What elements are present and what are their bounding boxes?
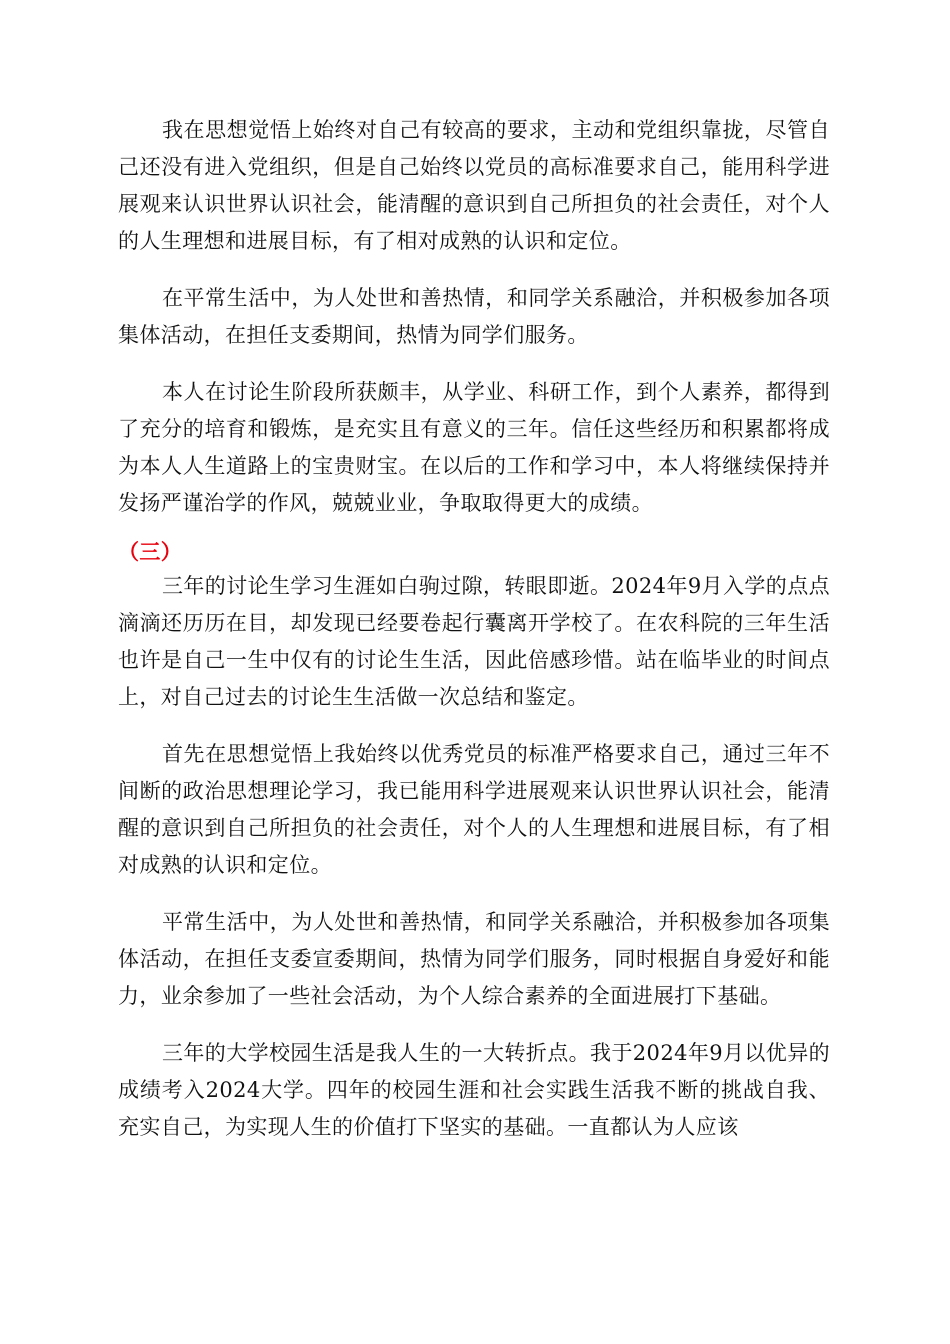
document-body	[118, 112, 830, 1166]
paragraph-political-study: 首先在思想觉悟上我始终以优秀党员的标准严格要求自己，通过三年不间断的政治思想理论学习，我已能用科学进展观来认识世界认识社会，能清醒的意识到自己所担负的社会责任，对个人的人生理想和进展目标，有了相对成熟的认识和定位。	[118, 742, 830, 877]
section-heading-three: （三）	[118, 540, 183, 564]
paragraph-social-activities: 平常生活中，为人处世和善热情，和同学关系融洽，并积极参加各项集体活动，在担任支委宣委期间，热情为同学们服务，同时根据自身爱好和能力，业余参加了一些社会活动，为个人综合素养的全面进展打下基础。	[118, 910, 830, 1008]
paragraph-university-life: 三年的大学校园生活是我人生的一大转折点。我于2024年9月以优异的成绩考入2024大学。四年的校园生涯和社会实践生活我不断的挑战自我、充实自己，为实现人生的价值打下坚实的基础。一直都认为人应该	[118, 1041, 831, 1139]
paragraph-summary: 本人在讨论生阶段所获颇丰，从学业、科研工作，到个人素养，都得到了充分的培育和锻炼，是充实且有意义的三年。信任这些经历和积累都将成为本人人生道路上的宝贵财宝。在以后的工作和学习中，本人将继续保持并发扬严谨治学的作风，兢兢业业，争取取得更大的成绩。	[118, 380, 830, 515]
paragraph-daily-life: 在平常生活中，为人处世和善热情，和同学关系融洽，并积极参加各项集体活动，在担任支委期间，热情为同学们服务。	[118, 286, 830, 347]
paragraph-ideology: 我在思想觉悟上始终对自己有较高的要求，主动和党组织靠拢，尽管自己还没有进入党组织，但是自己始终以党员的高标准要求自己，能用科学进展观来认识世界认识社会，能清醒的意识到自己所担负的社会责任，对个人的人生理想和进展目标，有了相对成熟的认识和定位。	[118, 118, 830, 253]
paragraph-graduate-years: 三年的讨论生学习生涯如白驹过隙，转眼即逝。2024年9月入学的点点滴滴还历历在目，却发现已经要卷起行囊离开学校了。在农科院的三年生活也许是自己一生中仅有的讨论生生活，因此倍感珍惜。站在临毕业的时间点上，对自己过去的讨论生生活做一次总结和鉴定。	[118, 574, 831, 709]
